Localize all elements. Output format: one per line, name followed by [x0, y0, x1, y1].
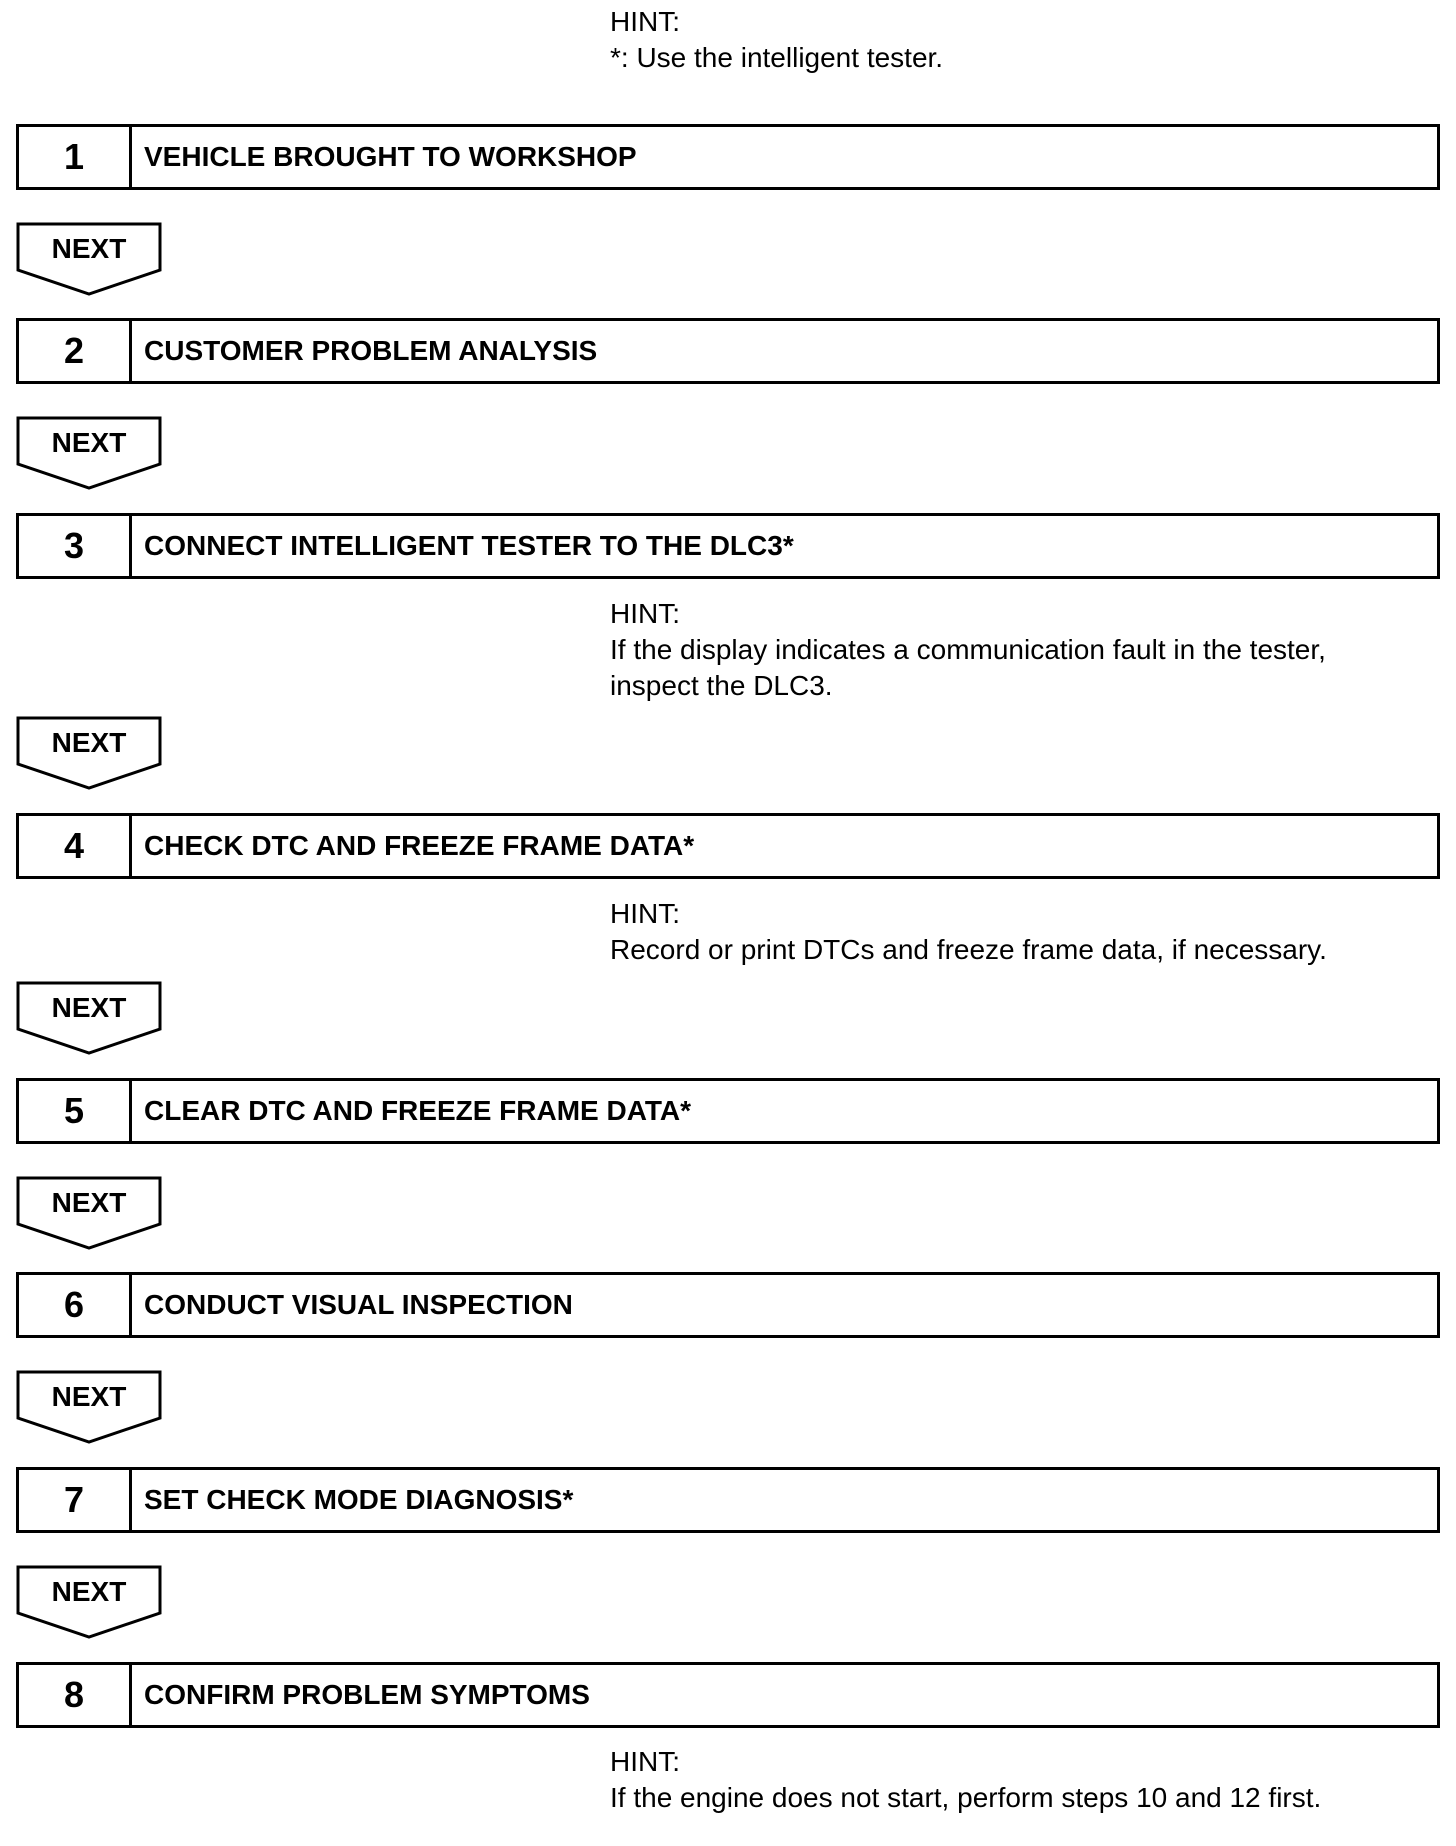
hint-text: *: Use the intelligent tester.: [610, 42, 944, 73]
step-number: 5: [19, 1081, 132, 1141]
next-arrow: [16, 1565, 162, 1639]
hint-block: [610, 896, 1430, 968]
next-label: NEXT: [51, 427, 127, 458]
next-arrow: [16, 1370, 162, 1444]
step-8: [16, 1662, 1440, 1728]
hint-label: HINT:: [610, 1746, 680, 1777]
next-arrow: [16, 222, 162, 296]
next-arrow: [16, 1176, 162, 1250]
step-title: CONFIRM PROBLEM SYMPTOMS: [144, 1679, 590, 1710]
step-5: [16, 1078, 1440, 1144]
hint-label: HINT:: [610, 898, 680, 929]
hint-label: HINT:: [610, 598, 680, 629]
next-arrow: [16, 981, 162, 1055]
step-1: [16, 124, 1440, 190]
next-label: NEXT: [51, 1381, 127, 1412]
next-arrow: [16, 716, 162, 790]
step-number: 4: [19, 816, 132, 876]
step-number: 2: [19, 321, 132, 381]
step-number: 7: [19, 1470, 132, 1530]
step-number: 8: [19, 1665, 132, 1725]
hint-text: inspect the DLC3.: [610, 670, 833, 701]
step-number: 3: [19, 516, 132, 576]
step-number: 1: [19, 127, 132, 187]
next-arrow: [16, 416, 162, 490]
hint-block: [610, 1744, 1430, 1816]
step-title: CONDUCT VISUAL INSPECTION: [144, 1289, 573, 1320]
step-title: CHECK DTC AND FREEZE FRAME DATA*: [144, 830, 695, 861]
next-label: NEXT: [51, 727, 127, 758]
next-label: NEXT: [51, 233, 127, 264]
step-title: CLEAR DTC AND FREEZE FRAME DATA*: [144, 1095, 692, 1126]
hint-text: If the display indicates a communication fault in the tester,: [610, 634, 1326, 665]
step-title: SET CHECK MODE DIAGNOSIS*: [144, 1484, 574, 1515]
step-4: [16, 813, 1440, 879]
hint-label: HINT:: [610, 6, 680, 37]
step-title: VEHICLE BROUGHT TO WORKSHOP: [144, 141, 637, 172]
step-6: [16, 1272, 1440, 1338]
next-label: NEXT: [51, 992, 127, 1023]
step-3: [16, 513, 1440, 579]
step-7: [16, 1467, 1440, 1533]
hint-text: Record or print DTCs and freeze frame data, if necessary.: [610, 934, 1327, 965]
step-title: CONNECT INTELLIGENT TESTER TO THE DLC3*: [144, 530, 794, 561]
next-label: NEXT: [51, 1576, 127, 1607]
hint-block: [610, 4, 1430, 76]
step-number: 6: [19, 1275, 132, 1335]
step-2: [16, 318, 1440, 384]
hint-text: If the engine does not start, perform steps 10 and 12 first.: [610, 1782, 1322, 1813]
hint-block: [610, 596, 1430, 704]
step-title: CUSTOMER PROBLEM ANALYSIS: [144, 335, 598, 366]
next-label: NEXT: [51, 1187, 127, 1218]
